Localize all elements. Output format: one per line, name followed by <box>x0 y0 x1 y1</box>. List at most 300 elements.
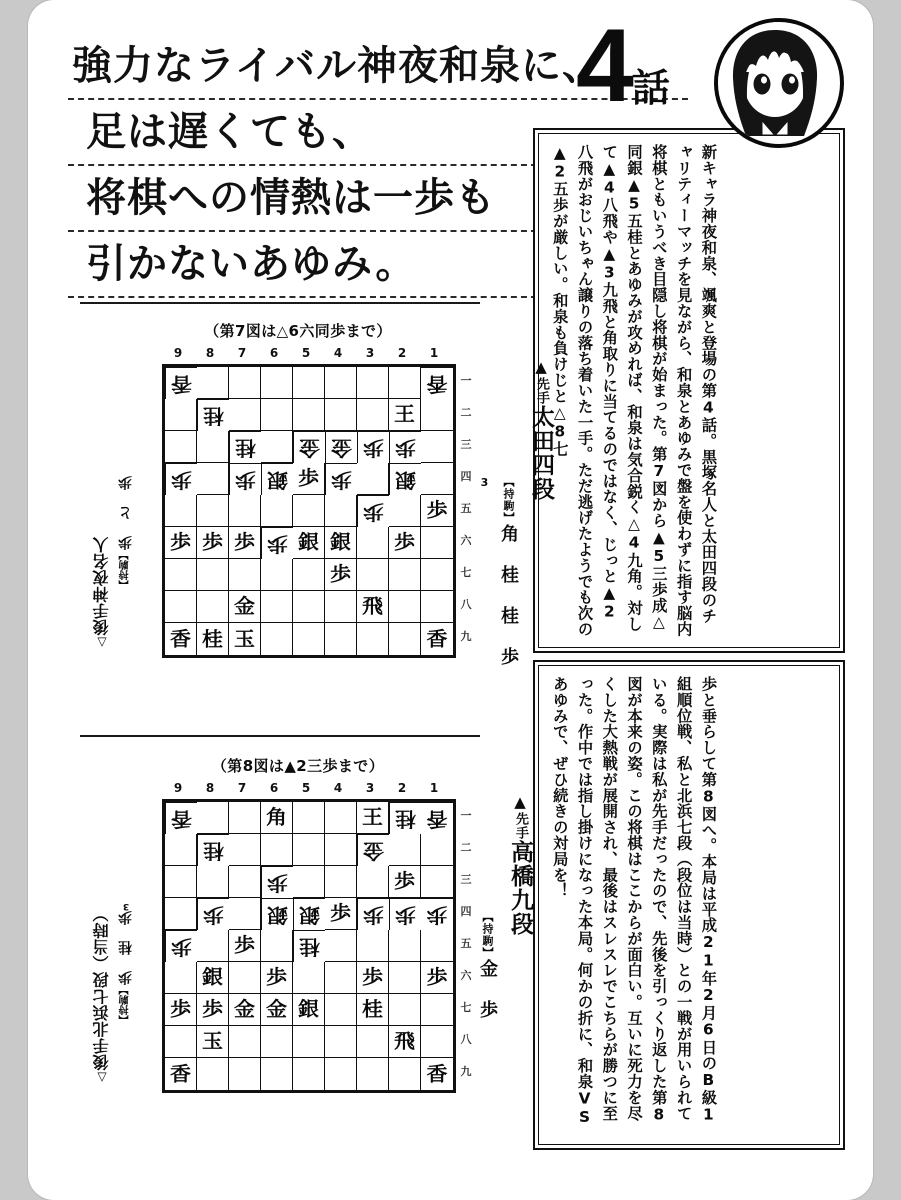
board-square[interactable] <box>293 930 325 962</box>
board-square[interactable] <box>357 994 389 1026</box>
shogi-piece: 歩 <box>234 531 255 554</box>
board-square[interactable] <box>165 431 197 463</box>
board-square[interactable] <box>357 367 389 399</box>
sente-role: 先手 <box>534 377 549 405</box>
board-square[interactable] <box>229 463 261 495</box>
article-text-box-top <box>533 128 845 653</box>
board-square[interactable] <box>357 962 389 994</box>
board-square[interactable] <box>389 898 421 930</box>
board-square[interactable] <box>293 623 325 655</box>
shogi-piece: 桂 <box>203 839 224 862</box>
board-square[interactable] <box>197 962 229 994</box>
board-square[interactable] <box>229 431 261 463</box>
board-square[interactable] <box>261 930 293 962</box>
board-square[interactable] <box>197 399 229 431</box>
file-number: 6 <box>269 346 279 360</box>
sente-hand-tag: 【持駒】 <box>481 911 494 959</box>
gote-mark-icon: △ <box>95 1070 109 1085</box>
board-square[interactable] <box>293 898 325 930</box>
board-square[interactable] <box>389 1058 421 1090</box>
board-square[interactable] <box>197 527 229 559</box>
shogi-piece: 歩 <box>171 468 192 491</box>
shogi-piece: 銀 <box>298 531 319 554</box>
shogi-piece: 歩 <box>267 871 288 894</box>
board-square[interactable] <box>421 463 453 495</box>
shogi-piece: 銀 <box>299 903 320 926</box>
board-square[interactable] <box>229 802 261 834</box>
rank-number: 二 <box>460 841 472 854</box>
board-square[interactable] <box>261 1058 293 1090</box>
shogi-piece: 歩 <box>395 903 416 926</box>
shogi-piece: 歩 <box>394 531 415 554</box>
shogi-piece: 歩 <box>363 500 384 523</box>
shogi-piece: 歩 <box>331 468 352 491</box>
board-square[interactable] <box>293 527 325 559</box>
file-number: 7 <box>237 781 247 795</box>
board-square[interactable] <box>389 559 421 591</box>
board-square[interactable] <box>389 834 421 866</box>
headline-line-4: 引かないあゆみ。 <box>68 232 688 298</box>
shogi-piece: 金 <box>234 595 255 618</box>
board-square[interactable] <box>325 623 357 655</box>
board-square[interactable] <box>229 1058 261 1090</box>
shogi-piece: 歩 <box>426 499 448 522</box>
board-square[interactable] <box>389 930 421 962</box>
board-square[interactable] <box>421 834 453 866</box>
board-square[interactable] <box>293 591 325 623</box>
board-square[interactable] <box>197 866 229 898</box>
gote-player-name: 北浜七段（当時） <box>92 905 111 1038</box>
board-square[interactable] <box>261 527 293 559</box>
shogi-piece: 香 <box>426 372 448 395</box>
board-square[interactable] <box>293 994 325 1026</box>
board-square[interactable] <box>165 1026 197 1058</box>
board-square[interactable] <box>357 527 389 559</box>
board-square[interactable] <box>389 527 421 559</box>
file-number: 3 <box>365 781 375 795</box>
board-square[interactable] <box>357 591 389 623</box>
shogi-diagram-7 <box>88 320 554 720</box>
board-square[interactable] <box>165 866 197 898</box>
board-square[interactable] <box>293 367 325 399</box>
board-square[interactable] <box>165 367 197 399</box>
sente-hand <box>474 911 500 1019</box>
shogi-piece: 歩 <box>363 436 384 459</box>
shogi-piece: 歩 <box>426 966 448 989</box>
file-number: 2 <box>397 346 407 360</box>
shogi-piece: 歩 <box>267 532 288 555</box>
file-number-row <box>162 346 450 360</box>
board-square[interactable] <box>261 623 293 655</box>
board-square[interactable] <box>389 591 421 623</box>
rank-number: 六 <box>460 534 472 547</box>
gote-role: 後手 <box>92 602 111 636</box>
article-text-top: 新キャラ神夜和泉、颯爽と登場の第4話。黒塚名人と太田四段のチャリティーマッチを見ながら、和泉とあゆみで盤を使わずに指す脳内将棋ともいうべき目隠し将棋が始まった。第7図から▲5三歩成△同銀▲5五桂とあゆみが攻めれば、和泉は気合鋭く△4九角。対して▲4八飛や▲3九飛と角取りに当てるのではなく、じっと▲2八飛がおじいちゃん譲りの落ち着いた一手。ただ逃げたようでも次の▲2五歩が厳しい。和泉も負けじと△8七 <box>550 144 718 637</box>
shogi-piece: 香 <box>170 1062 191 1085</box>
board-square[interactable] <box>293 962 325 994</box>
board-square[interactable] <box>421 399 453 431</box>
board-square[interactable] <box>261 802 293 834</box>
board-square[interactable] <box>325 1058 357 1090</box>
sente-mark-icon: ▲ <box>511 793 529 812</box>
shogi-piece: 歩 <box>330 563 351 586</box>
board-square[interactable] <box>165 623 197 655</box>
rank-number: 四 <box>460 470 472 483</box>
board-square[interactable] <box>325 367 357 399</box>
board-square[interactable] <box>197 559 229 591</box>
board-square[interactable] <box>389 367 421 399</box>
shogi-piece: 歩 <box>234 934 255 957</box>
gote-player-block <box>90 400 136 650</box>
shogi-piece: 飛 <box>394 1030 415 1053</box>
shogi-piece: 銀 <box>267 903 288 926</box>
shogi-piece: 桂 <box>202 627 223 650</box>
rank-number: 一 <box>460 809 472 822</box>
board-square[interactable] <box>325 495 357 527</box>
shogi-piece: 歩 <box>203 903 224 926</box>
board-square[interactable] <box>229 834 261 866</box>
board-square[interactable] <box>421 962 453 994</box>
board-square[interactable] <box>357 866 389 898</box>
board-square[interactable] <box>293 866 325 898</box>
board-square[interactable] <box>421 898 453 930</box>
board-square[interactable] <box>357 495 389 527</box>
board-square[interactable] <box>357 834 389 866</box>
board-square[interactable] <box>261 495 293 527</box>
board-square[interactable] <box>197 834 229 866</box>
board-square[interactable] <box>197 591 229 623</box>
file-number: 1 <box>429 781 439 795</box>
board-square[interactable] <box>197 898 229 930</box>
file-number: 6 <box>269 781 279 795</box>
board-square[interactable] <box>229 527 261 559</box>
board-square[interactable] <box>357 802 389 834</box>
shogi-piece: 金 <box>363 839 384 862</box>
board-square[interactable] <box>293 431 325 463</box>
board-square[interactable] <box>389 962 421 994</box>
shogi-piece: 香 <box>426 807 448 830</box>
board-square[interactable] <box>293 834 325 866</box>
gote-hand-pieces: 歩 と 歩 <box>118 476 134 550</box>
gote-name <box>90 906 113 1086</box>
board-square[interactable] <box>165 930 197 962</box>
board-square[interactable] <box>229 994 261 1026</box>
board-square[interactable] <box>325 463 357 495</box>
board-square[interactable] <box>165 1058 197 1090</box>
board-square[interactable] <box>293 463 325 495</box>
sente-hand-pieces: 角 桂 桂 歩 <box>498 524 519 666</box>
board-square[interactable] <box>325 559 357 591</box>
board-square[interactable] <box>325 527 357 559</box>
shogi-board[interactable] <box>162 364 456 658</box>
board-square[interactable] <box>261 1026 293 1058</box>
divider-rule-bottom <box>80 735 480 737</box>
shogi-piece: 香 <box>426 627 448 650</box>
file-number: 7 <box>237 346 247 360</box>
board-square[interactable] <box>389 623 421 655</box>
file-number: 8 <box>205 781 215 795</box>
board-square[interactable] <box>357 898 389 930</box>
rank-number: 九 <box>460 630 472 643</box>
shogi-piece: 銀 <box>395 468 416 491</box>
board-square[interactable] <box>261 898 293 930</box>
shogi-piece: 歩 <box>202 531 223 554</box>
gote-name <box>90 537 113 651</box>
shogi-piece: 桂 <box>235 436 256 459</box>
board-square[interactable] <box>261 463 293 495</box>
board-square[interactable] <box>421 1058 453 1090</box>
board-square[interactable] <box>165 399 197 431</box>
board-square[interactable] <box>229 623 261 655</box>
board-square[interactable] <box>325 866 357 898</box>
board-square[interactable] <box>421 1026 453 1058</box>
sente-player-block <box>474 793 537 1113</box>
board-square[interactable] <box>229 962 261 994</box>
gote-hand-tag: 【持駒】 <box>120 550 131 590</box>
board-square[interactable] <box>293 559 325 591</box>
board-square[interactable] <box>197 1026 229 1058</box>
board-square[interactable] <box>293 495 325 527</box>
rank-number: 三 <box>460 438 472 451</box>
board-square[interactable] <box>357 1026 389 1058</box>
board-square[interactable] <box>325 591 357 623</box>
board-square[interactable] <box>293 399 325 431</box>
board-square[interactable] <box>165 463 197 495</box>
board-square[interactable] <box>389 1026 421 1058</box>
shogi-piece: 銀 <box>267 468 288 491</box>
rank-number: 五 <box>460 937 472 950</box>
board-square[interactable] <box>261 431 293 463</box>
shogi-piece: 銀 <box>202 966 223 989</box>
rank-number: 八 <box>460 1033 472 1046</box>
character-avatar-icon <box>714 18 844 148</box>
board-square[interactable] <box>421 559 453 591</box>
shogi-piece: 王 <box>394 403 415 426</box>
board-square[interactable] <box>197 802 229 834</box>
board-square[interactable] <box>293 1058 325 1090</box>
file-number: 9 <box>173 781 183 795</box>
shogi-piece: 香 <box>171 372 192 395</box>
board-square[interactable] <box>389 994 421 1026</box>
rank-number: 一 <box>460 374 472 387</box>
shogi-piece: 歩 <box>170 531 191 554</box>
rank-number: 八 <box>460 598 472 611</box>
shogi-piece: 歩 <box>426 903 448 926</box>
file-number: 9 <box>173 346 183 360</box>
rank-number: 二 <box>460 406 472 419</box>
board-square[interactable] <box>389 866 421 898</box>
board-square[interactable] <box>197 367 229 399</box>
shogi-piece: 桂 <box>203 404 224 427</box>
sente-hand-tag: 【持駒】 <box>502 476 515 524</box>
divider-rule-top <box>80 302 480 304</box>
sente-hand-pieces: 金 歩 <box>477 959 498 1019</box>
file-number: 8 <box>205 346 215 360</box>
board-square[interactable] <box>325 898 357 930</box>
board-square[interactable] <box>165 834 197 866</box>
shogi-board[interactable] <box>162 799 456 1093</box>
rank-number: 五 <box>460 502 472 515</box>
board-square[interactable] <box>421 802 453 834</box>
board-square[interactable] <box>197 431 229 463</box>
shogi-piece: 歩 <box>363 903 384 926</box>
board-square[interactable] <box>421 591 453 623</box>
board-square[interactable] <box>325 834 357 866</box>
headline-line-1: 強力なライバル神夜和泉に、 <box>68 34 688 100</box>
shogi-piece: 金 <box>299 436 320 459</box>
gote-hand-pieces: 歩 桂 歩 <box>118 911 134 985</box>
board-square[interactable] <box>229 399 261 431</box>
article-text-bottom: 歩と垂らして第8図へ。本局は平成21年2月6日のB級1組順位戦、私と北浜七段（段位は当時）との一戦が用いられている。実際は私が先手だったので、先後を引っくり返した第8図が本来の姿。この将棋はここからが面白い。互いに死力を尽くした大熱戦が展開され、最後はスレスレでこちらが勝つに至った。作中では指し掛けになった本局。何かの折に、和泉VSあゆみで、ぜひ続きの対局を！ <box>550 676 718 1127</box>
shogi-piece: 香 <box>171 807 192 830</box>
board-square[interactable] <box>261 834 293 866</box>
file-number-row <box>162 781 450 795</box>
shogi-piece: 桂 <box>362 998 383 1021</box>
board-square[interactable] <box>389 399 421 431</box>
rank-number: 六 <box>460 969 472 982</box>
board-square[interactable] <box>261 559 293 591</box>
shogi-piece: 玉 <box>202 1030 223 1053</box>
board-square[interactable] <box>229 898 261 930</box>
file-number: 3 <box>365 346 375 360</box>
board-square[interactable] <box>165 802 197 834</box>
rank-number-column <box>456 364 476 652</box>
gote-role: 後手 <box>92 1037 111 1071</box>
chapter-number: 4 <box>576 8 630 124</box>
shogi-piece: 金 <box>331 436 352 459</box>
board-square[interactable] <box>357 463 389 495</box>
board-square[interactable] <box>325 994 357 1026</box>
shogi-piece: 王 <box>362 806 383 829</box>
shogi-piece: 歩 <box>266 966 287 989</box>
chapter-heading <box>576 8 670 124</box>
board-square[interactable] <box>357 930 389 962</box>
board-square[interactable] <box>261 367 293 399</box>
headline-line-2: 足は遅くても、 <box>68 100 688 166</box>
shogi-piece: 歩 <box>202 998 223 1021</box>
board-square[interactable] <box>293 1026 325 1058</box>
sente-player-block <box>474 358 558 678</box>
board-square[interactable] <box>357 431 389 463</box>
board-square[interactable] <box>389 495 421 527</box>
diagram-caption: （第8図は▲2三歩まで） <box>211 757 385 775</box>
board-square[interactable] <box>421 623 453 655</box>
board-square[interactable] <box>389 431 421 463</box>
board-square[interactable] <box>421 930 453 962</box>
shogi-piece: 角 <box>266 806 287 829</box>
board-square[interactable] <box>325 930 357 962</box>
board-square[interactable] <box>389 463 421 495</box>
board-square[interactable] <box>229 866 261 898</box>
board-square[interactable] <box>261 591 293 623</box>
shogi-piece: 銀 <box>298 998 319 1021</box>
board-square[interactable] <box>229 559 261 591</box>
shogi-piece: 飛 <box>362 595 383 618</box>
board-square[interactable] <box>197 463 229 495</box>
board-square[interactable] <box>165 495 197 527</box>
shogi-piece: 歩 <box>330 902 351 925</box>
board-square[interactable] <box>229 367 261 399</box>
board-square[interactable] <box>165 591 197 623</box>
board-square[interactable] <box>165 527 197 559</box>
board-square[interactable] <box>357 623 389 655</box>
board-square[interactable] <box>261 994 293 1026</box>
shogi-diagram-8 <box>88 755 533 1155</box>
shogi-piece: 歩 <box>362 966 383 989</box>
board-square[interactable] <box>357 559 389 591</box>
board-square[interactable] <box>421 527 453 559</box>
file-number: 2 <box>397 781 407 795</box>
board-square[interactable] <box>421 431 453 463</box>
board-square[interactable] <box>165 898 197 930</box>
board-square[interactable] <box>261 399 293 431</box>
board-square[interactable] <box>197 994 229 1026</box>
chapter-unit-label: 話 <box>631 66 670 110</box>
board-square[interactable] <box>389 802 421 834</box>
shogi-piece: 桂 <box>395 807 416 830</box>
shogi-piece: 歩 <box>235 468 256 491</box>
board-square[interactable] <box>325 802 357 834</box>
board-square[interactable] <box>197 623 229 655</box>
rank-number: 九 <box>460 1065 472 1078</box>
manga-page <box>28 0 873 1200</box>
board-square[interactable] <box>229 495 261 527</box>
sente-hand <box>474 476 521 678</box>
board-square[interactable] <box>197 495 229 527</box>
character-portrait-icon <box>718 22 832 136</box>
shogi-piece: 香 <box>426 1062 448 1085</box>
board-square[interactable] <box>229 591 261 623</box>
board-square[interactable] <box>165 559 197 591</box>
shogi-piece: 金 <box>234 998 255 1021</box>
board-square[interactable] <box>421 994 453 1026</box>
article-text-box-bottom <box>533 660 845 1150</box>
gote-hand-tag: 【持駒】 <box>120 985 131 1025</box>
board-square[interactable] <box>261 962 293 994</box>
board-square[interactable] <box>165 994 197 1026</box>
file-number: 1 <box>429 346 439 360</box>
gote-hand <box>116 901 136 1025</box>
sente-name <box>504 793 537 936</box>
board-square[interactable] <box>293 802 325 834</box>
sente-mark-icon: ▲ <box>532 358 550 377</box>
board-square[interactable] <box>229 930 261 962</box>
board-square[interactable] <box>229 1026 261 1058</box>
board-square[interactable] <box>165 962 197 994</box>
sente-player-name: 太田四段 <box>528 405 554 501</box>
shogi-piece: 歩 <box>171 935 192 958</box>
shogi-piece: 歩 <box>170 998 191 1021</box>
shogi-piece: 金 <box>266 998 287 1021</box>
board-square[interactable] <box>421 866 453 898</box>
rank-number: 三 <box>460 873 472 886</box>
file-number: 5 <box>301 346 311 360</box>
board-square[interactable] <box>197 930 229 962</box>
board-square[interactable] <box>325 962 357 994</box>
board-square[interactable] <box>325 399 357 431</box>
board-square[interactable] <box>261 866 293 898</box>
shogi-piece: 玉 <box>234 627 255 650</box>
board-square[interactable] <box>421 367 453 399</box>
board-square[interactable] <box>325 431 357 463</box>
board-square[interactable] <box>197 1058 229 1090</box>
rank-number: 四 <box>460 905 472 918</box>
board-square[interactable] <box>357 1058 389 1090</box>
board-square[interactable] <box>325 1026 357 1058</box>
gote-player-name: 神夜名人 <box>92 536 111 603</box>
board-square[interactable] <box>357 399 389 431</box>
board-square[interactable] <box>421 495 453 527</box>
